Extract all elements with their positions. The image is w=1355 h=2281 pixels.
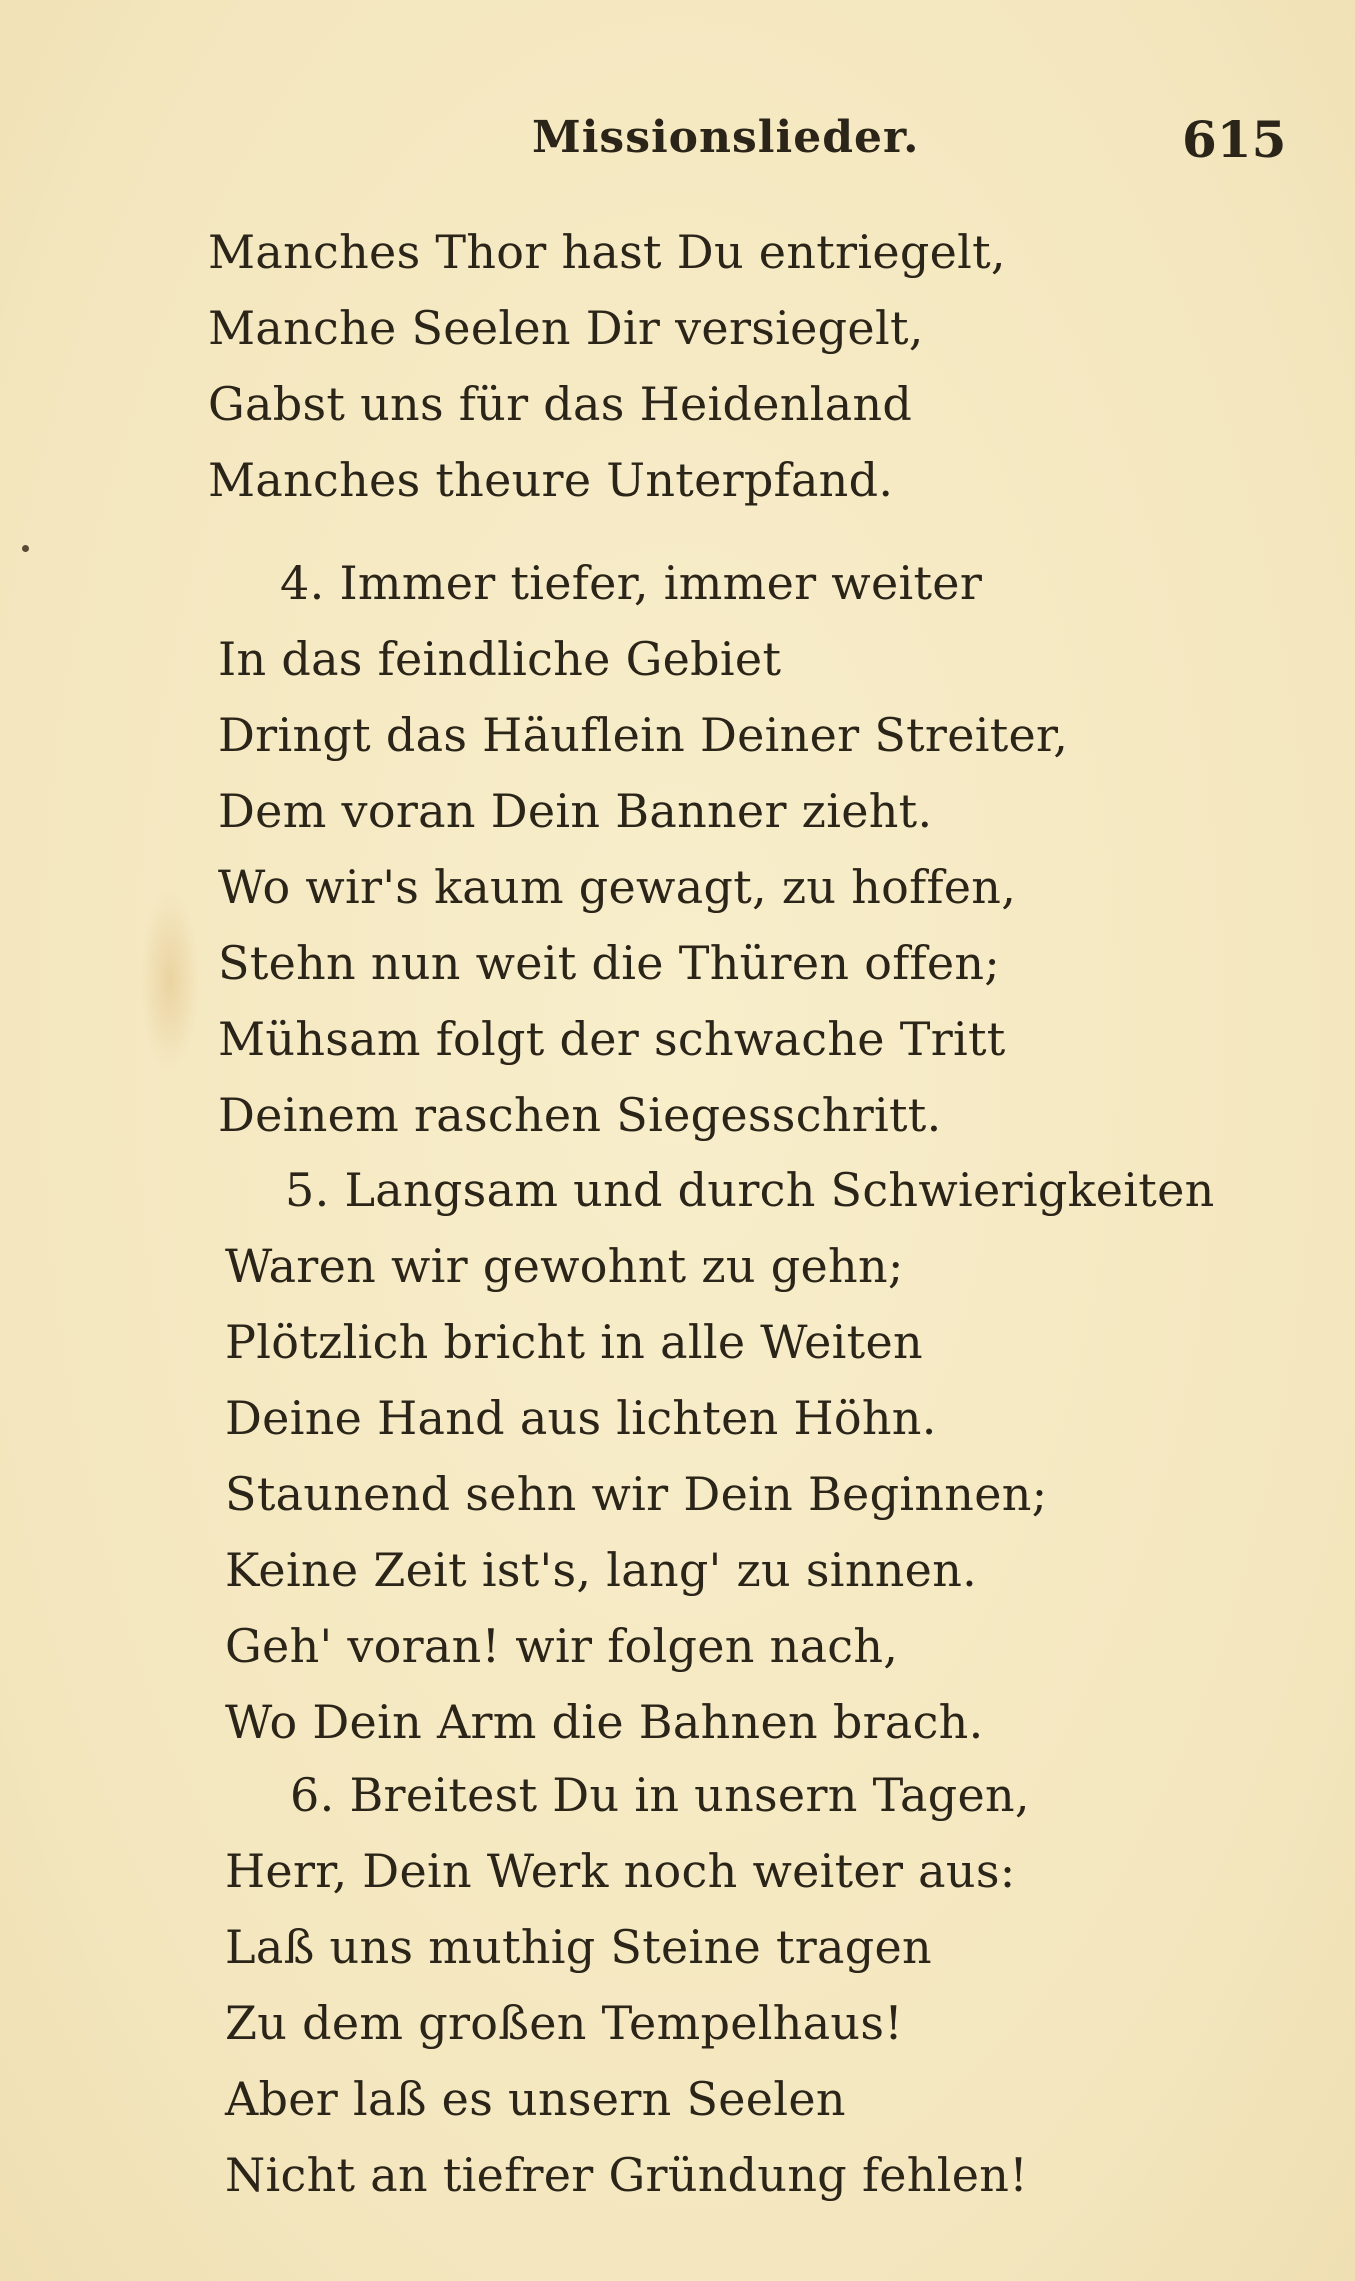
verse-line: Manche Seelen Dir versiegelt, bbox=[208, 301, 924, 355]
verse-line: Wo Dein Arm die Bahnen brach. bbox=[225, 1695, 984, 1749]
verse-line: Wo wir's kaum gewagt, zu hoffen, bbox=[218, 860, 1017, 914]
verse-first-line bbox=[280, 553, 982, 613]
verse-line: Staunend sehn wir Dein Beginnen; bbox=[225, 1467, 1048, 1521]
verse-line: Waren wir gewohnt zu gehn; bbox=[225, 1239, 904, 1293]
verse-line: Keine Zeit ist's, lang' zu sinnen. bbox=[225, 1543, 978, 1597]
stanza-number: 4. bbox=[280, 556, 325, 610]
verse-line: Dringt das Häuflein Deiner Streiter, bbox=[218, 708, 1069, 762]
page-header bbox=[0, 112, 1355, 182]
verse-line: In das feindliche Gebiet bbox=[218, 632, 782, 686]
verse-line: Stehn nun weit die Thüren offen; bbox=[218, 936, 1001, 990]
verse-line: Mühsam folgt der schwache Tritt bbox=[218, 1012, 1006, 1066]
verse-line: Aber laß es unsern Seelen bbox=[225, 2072, 846, 2126]
verse-line: Geh' voran! wir folgen nach, bbox=[225, 1619, 899, 1673]
verse-line: Herr, Dein Werk noch weiter aus: bbox=[225, 1844, 1016, 1898]
verse-line: Nicht an tiefrer Gründung fehlen! bbox=[225, 2148, 1028, 2202]
verse-line: Deine Hand aus lichten Höhn. bbox=[225, 1391, 937, 1445]
running-title: Missionslieder. bbox=[532, 112, 920, 163]
stanza-number: 5. bbox=[285, 1163, 330, 1217]
paper-stain bbox=[140, 890, 200, 1070]
verse-line: Deinem raschen Siegesschritt. bbox=[218, 1088, 942, 1142]
verse-line: Manches Thor hast Du entriegelt, bbox=[208, 225, 1006, 279]
ink-speck bbox=[22, 545, 29, 552]
verse-line: Gabst uns für das Heidenland bbox=[208, 377, 913, 431]
verse-line-text: Breitest Du in unsern Tagen, bbox=[349, 1768, 1030, 1822]
verse-line: Manches theure Unterpfand. bbox=[208, 453, 894, 507]
verse-line: Zu dem großen Tempelhaus! bbox=[225, 1996, 904, 2050]
page-number: 615 bbox=[1182, 110, 1287, 169]
stanza-number: 6. bbox=[290, 1768, 335, 1822]
verse-line-text: Langsam und durch Schwierigkeiten bbox=[344, 1163, 1215, 1217]
verse-line: Laß uns muthig Steine tragen bbox=[225, 1920, 932, 1974]
verse-first-line bbox=[290, 1765, 1030, 1825]
verse-line: Plötzlich bricht in alle Weiten bbox=[225, 1315, 923, 1369]
verse-line-text: Immer tiefer, immer weiter bbox=[339, 556, 983, 610]
verse-line: Dem voran Dein Banner zieht. bbox=[218, 784, 933, 838]
verse-first-line bbox=[285, 1160, 1215, 1220]
